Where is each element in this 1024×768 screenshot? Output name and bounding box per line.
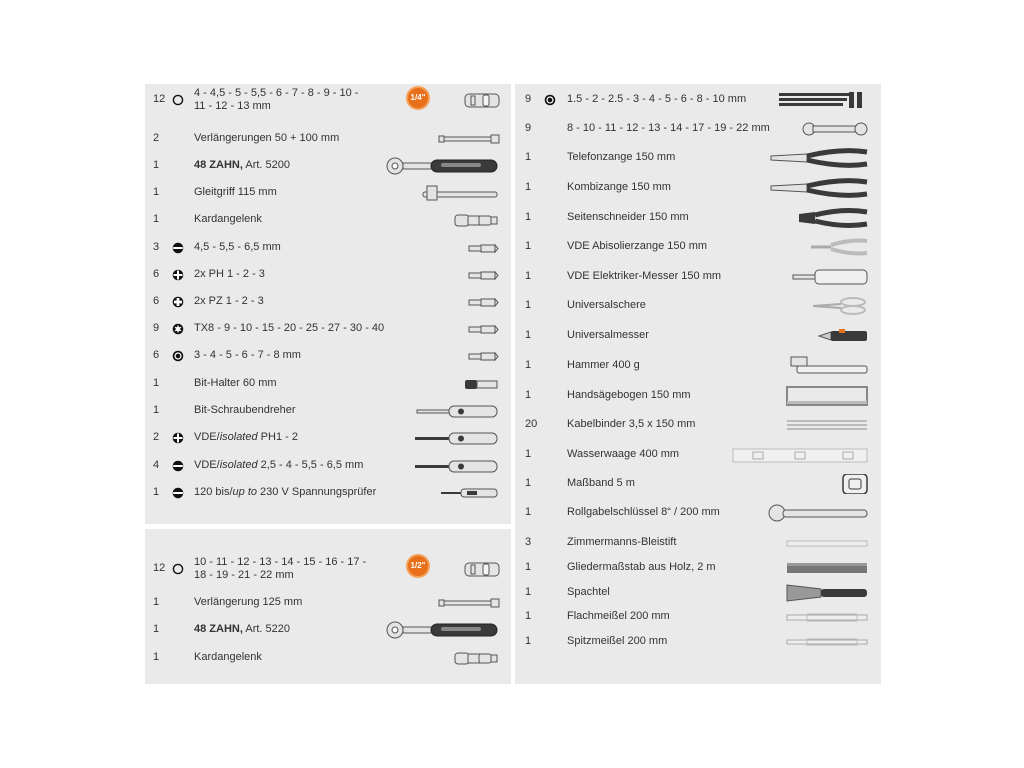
item-description-text: Spitzmeißel 200 mm xyxy=(567,635,668,647)
item-quantity: 6 xyxy=(153,295,160,307)
item-quantity: 1 xyxy=(153,651,160,663)
item-quantity: 9 xyxy=(153,322,160,334)
item-description-text: 3 - 4 - 5 - 6 - 7 - 8 mm xyxy=(194,349,301,361)
item-description-text: Flachmeißel 200 mm xyxy=(567,610,670,622)
list-item xyxy=(145,620,511,640)
ratchet-icon xyxy=(361,156,501,180)
socket-icon xyxy=(361,559,501,583)
item-description-text: Gleitgriff 115 mm xyxy=(194,186,277,198)
circle-outline-drive-icon xyxy=(172,94,184,106)
item-quantity: 1 xyxy=(525,586,532,598)
item-quantity: 1 xyxy=(525,477,532,489)
pencil-icon xyxy=(721,533,871,557)
drive-size-badge: 1/4" xyxy=(406,86,430,110)
quarter-inch-set-panel xyxy=(145,84,511,524)
bit-icon xyxy=(361,346,501,370)
item-quantity: 1 xyxy=(525,359,532,371)
list-item xyxy=(145,401,511,421)
item-quantity: 1 xyxy=(525,151,532,163)
item-quantity: 12 xyxy=(153,93,166,105)
list-item xyxy=(515,415,881,435)
item-quantity: 1 xyxy=(525,635,532,647)
list-item xyxy=(145,319,511,339)
item-quantity: 9 xyxy=(525,93,532,105)
list-item xyxy=(145,556,511,581)
list-item xyxy=(145,456,511,476)
item-quantity: 2 xyxy=(153,132,160,144)
pliers-icon xyxy=(721,148,871,172)
item-description-text: TX8 - 9 - 10 - 15 - 20 - 25 - 27 - 30 - 40 xyxy=(194,322,385,334)
list-item xyxy=(515,148,881,168)
extension-bar-icon xyxy=(361,129,501,153)
item-description-text: 4 - 4,5 - 5 - 5,5 - 6 - 7 - 8 - 9 - 10 - xyxy=(194,87,359,99)
item-description-text: 10 - 11 - 12 - 13 - 14 - 15 - 16 - 17 - xyxy=(194,556,367,568)
item-quantity: 3 xyxy=(153,241,160,253)
putty-knife-icon xyxy=(721,583,871,607)
list-item xyxy=(145,346,511,366)
list-item xyxy=(145,374,511,394)
item-description-text: Hammer 400 g xyxy=(567,359,640,371)
item-description-text: Kombizange 150 mm xyxy=(567,181,671,193)
item-quantity: 1 xyxy=(525,448,532,460)
list-item xyxy=(145,483,511,503)
item-quantity: 6 xyxy=(153,268,160,280)
pozidriv-drive-icon xyxy=(172,296,184,308)
socket-icon xyxy=(361,90,501,114)
list-item xyxy=(145,183,511,203)
list-item xyxy=(145,129,511,149)
pliers-icon xyxy=(721,178,871,202)
drive-size-badge: 1/2" xyxy=(406,554,430,578)
flat-chisel-icon xyxy=(721,607,871,631)
hex-key-set-icon xyxy=(721,90,871,114)
list-item xyxy=(145,428,511,448)
item-quantity: 1 xyxy=(525,506,532,518)
universal-joint-icon xyxy=(361,648,501,672)
sliding-t-bar-icon xyxy=(361,183,501,207)
item-description-text: 2x PZ 1 - 2 - 3 xyxy=(194,295,264,307)
item-description-text: 4,5 - 5,5 - 6,5 mm xyxy=(194,241,281,253)
vde-screwdriver-icon xyxy=(361,428,501,452)
item-description-italic: isolated xyxy=(219,459,258,471)
tape-measure-icon xyxy=(721,474,871,498)
item-description-italic: up to xyxy=(232,486,257,498)
item-description-text: Wasserwaage 400 mm xyxy=(567,448,680,460)
item-description-prefix: VDE/ xyxy=(194,459,220,471)
item-description-text: Kabelbinder 3,5 x 150 mm xyxy=(567,418,696,430)
list-item xyxy=(515,474,881,494)
hex-drive-icon xyxy=(544,94,556,106)
half-inch-set-panel xyxy=(145,529,511,684)
slotted-drive-icon xyxy=(172,242,184,254)
spirit-level-icon xyxy=(721,445,871,469)
list-item xyxy=(515,607,881,627)
item-quantity: 1 xyxy=(525,299,532,311)
list-item xyxy=(145,593,511,613)
item-description-text: Kardangelenk xyxy=(194,651,262,663)
item-quantity: 1 xyxy=(525,181,532,193)
item-description-text: Handsägebogen 150 mm xyxy=(567,389,691,401)
pointed-chisel-icon xyxy=(721,632,871,656)
item-description-text: Bit-Schraubendreher xyxy=(194,404,296,416)
bit-holder-icon xyxy=(361,374,501,398)
item-quantity: 20 xyxy=(525,418,538,430)
item-description-text: PH1 - 2 xyxy=(257,431,298,443)
list-item xyxy=(515,558,881,578)
item-description-text: Bit-Halter 60 mm xyxy=(194,377,277,389)
item-description-italic: isolated xyxy=(219,431,258,443)
item-quantity: 9 xyxy=(525,122,532,134)
phillips-drive-icon xyxy=(172,432,184,444)
list-item xyxy=(515,90,881,110)
item-description-text: Seitenschneider 150 mm xyxy=(567,211,689,223)
list-item xyxy=(515,326,881,346)
item-description-text: Verlängerung 125 mm xyxy=(194,596,303,608)
item-description-text: 8 - 10 - 11 - 12 - 13 - 14 - 17 - 19 - 22 mm xyxy=(567,122,770,134)
voltage-tester-icon xyxy=(361,483,501,507)
hand-tools-panel xyxy=(515,84,881,684)
list-item xyxy=(515,583,881,603)
item-description-text: Maßband 5 m xyxy=(567,477,635,489)
item-quantity: 1 xyxy=(525,561,532,573)
item-description-text: Spachtel xyxy=(567,586,610,598)
item-quantity: 1 xyxy=(525,240,532,252)
item-description-text: VDE Abisolierzange 150 mm xyxy=(567,240,708,252)
electrician-knife-icon xyxy=(721,267,871,291)
item-quantity: 1 xyxy=(153,186,160,198)
item-description-text: Zimmermanns-Bleistift xyxy=(567,536,677,548)
item-quantity: 1 xyxy=(525,270,532,282)
item-quantity: 1 xyxy=(153,623,160,635)
list-item xyxy=(515,632,881,652)
item-description-text: Art. 5200 xyxy=(242,159,290,171)
universal-joint-icon xyxy=(361,210,501,234)
list-item xyxy=(515,533,881,553)
list-item xyxy=(515,178,881,198)
extension-bar-icon xyxy=(361,593,501,617)
list-item xyxy=(515,267,881,287)
scissors-icon xyxy=(721,296,871,320)
phillips-drive-icon xyxy=(172,269,184,281)
item-description-text: Universalschere xyxy=(567,299,646,311)
list-item xyxy=(145,648,511,668)
folding-rule-icon xyxy=(721,558,871,582)
item-description-text: Rollgabelschlüssel 8“ / 200 mm xyxy=(567,506,720,518)
slotted-drive-icon xyxy=(172,487,184,499)
item-description-line2: 18 - 19 - 21 - 22 mm xyxy=(194,569,294,581)
item-quantity: 1 xyxy=(525,389,532,401)
item-quantity: 1 xyxy=(153,159,160,171)
hex-drive-icon xyxy=(172,350,184,362)
list-item xyxy=(145,87,511,112)
list-item xyxy=(515,119,881,139)
slotted-drive-icon xyxy=(172,460,184,472)
item-description-text: Gliedermaßstab aus Holz, 2 m xyxy=(567,561,716,573)
ratchet-icon xyxy=(361,620,501,644)
wire-stripper-icon xyxy=(721,237,871,261)
item-description-text: Verlängerungen 50 + 100 mm xyxy=(194,132,340,144)
item-quantity: 1 xyxy=(525,329,532,341)
item-quantity: 2 xyxy=(153,431,160,443)
item-description-text: 2x PH 1 - 2 - 3 xyxy=(194,268,265,280)
torx-drive-icon xyxy=(172,323,184,335)
list-item xyxy=(145,292,511,312)
list-item xyxy=(145,238,511,258)
item-description-bold: 48 ZAHN, xyxy=(194,159,243,171)
item-description-text: VDE Elektriker-Messer 150 mm xyxy=(567,270,722,282)
item-quantity: 1 xyxy=(525,211,532,223)
item-quantity: 12 xyxy=(153,562,166,574)
item-description-text: Kardangelenk xyxy=(194,213,262,225)
vde-screwdriver-icon xyxy=(361,456,501,480)
item-description-text: Universalmesser xyxy=(567,329,649,341)
list-item xyxy=(145,156,511,176)
item-description-line2: 11 - 12 - 13 mm xyxy=(194,100,271,112)
item-quantity: 1 xyxy=(153,377,160,389)
list-item xyxy=(515,208,881,228)
item-quantity: 1 xyxy=(153,213,160,225)
list-item xyxy=(515,445,881,465)
item-quantity: 1 xyxy=(525,610,532,622)
adjustable-wrench-icon xyxy=(721,503,871,527)
item-quantity: 3 xyxy=(525,536,532,548)
list-item xyxy=(515,296,881,316)
list-item xyxy=(515,237,881,257)
hacksaw-icon xyxy=(721,386,871,410)
hammer-icon xyxy=(721,356,871,380)
list-item xyxy=(145,265,511,285)
item-description-text: 1.5 - 2 - 2.5 - 3 - 4 - 5 - 6 - 8 - 10 mm xyxy=(567,93,747,105)
list-item xyxy=(515,503,881,523)
item-description-bold: 48 ZAHN, xyxy=(194,623,243,635)
combination-wrench-icon xyxy=(721,119,871,143)
bit-icon xyxy=(361,292,501,316)
list-item xyxy=(515,386,881,406)
item-description-prefix: 120 bis/ xyxy=(194,486,233,498)
bit-icon xyxy=(361,265,501,289)
item-description-text: 2,5 - 4 - 5,5 - 6,5 mm xyxy=(257,459,364,471)
screwdriver-icon xyxy=(361,401,501,425)
list-item xyxy=(145,210,511,230)
item-description-prefix: VDE/ xyxy=(194,431,220,443)
item-description-text: 230 V Spannungsprüfer xyxy=(257,486,377,498)
circle-outline-drive-icon xyxy=(172,563,184,575)
utility-knife-icon xyxy=(721,326,871,350)
list-item xyxy=(515,356,881,376)
bit-icon xyxy=(361,238,501,262)
side-cutter-icon xyxy=(721,208,871,232)
item-quantity: 1 xyxy=(153,404,160,416)
item-quantity: 6 xyxy=(153,349,160,361)
item-quantity: 4 xyxy=(153,459,160,471)
cable-tie-icon xyxy=(721,415,871,439)
bit-icon xyxy=(361,319,501,343)
item-description-text: Art. 5220 xyxy=(242,623,290,635)
item-quantity: 1 xyxy=(153,486,160,498)
item-description-text: Telefonzange 150 mm xyxy=(567,151,676,163)
item-quantity: 1 xyxy=(153,596,160,608)
